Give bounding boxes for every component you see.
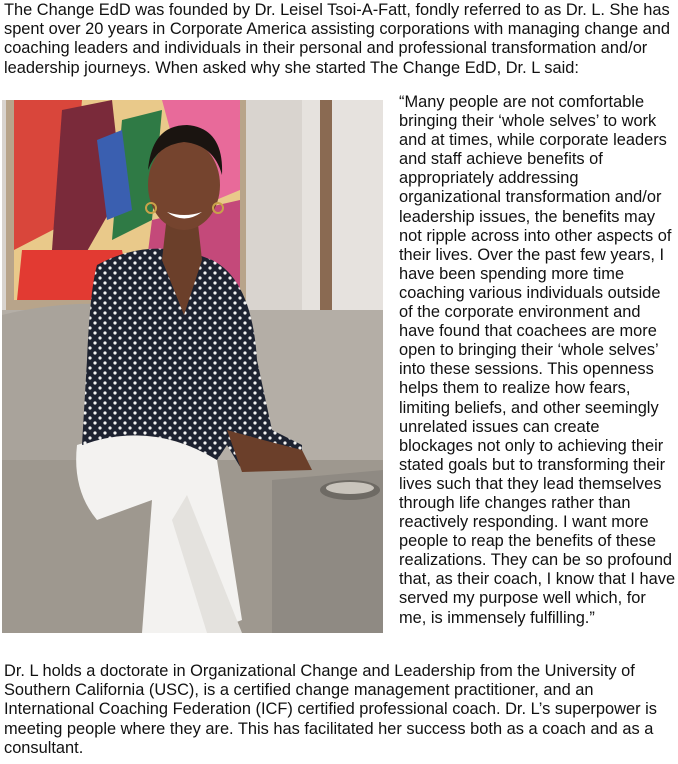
portrait-illustration xyxy=(2,100,383,633)
credentials-paragraph: Dr. L holds a doctorate in Organizational Change and Leadership from the University of Southern California (USC), is a certified change management practitioner, and an International Coaching Federation (ICF) certified professional coach. Dr. L’s superpower is meeting people where they are. This has facilitated her success both as a coach and as a consultant. xyxy=(4,662,657,757)
intro-paragraph: The Change EdD was founded by Dr. Leisel Tsoi-A-Fatt, fondly referred to as Dr. L. She has spent over 20 years in Corporate America assisting corporations with managing change and coaching leaders and individuals in their personal and professional transformation and/or leadership journeys. When asked why she started The Change EdD, Dr. L said: xyxy=(4,1,671,77)
founder-quote: “Many people are not comfortable bringing their ‘whole selves’ to work and at times, while corporate leaders and staff achieve benefits of appropriately addressing organizational transformation and/or leadership issues, the benefits may not ripple across into other aspects of their lives. Over the past few years, I have been spending more time coaching various individuals outside of the corporate environment and have found that coachees are more open to bringing their ‘whole selves’ into these sessions. This openness helps them to realize how fears, limiting beliefs, and other seemingly unrelated issues can create blockages not only to achieving their stated goals but to transforming their lives such that they lead themselves through life changes rather than reactively responding. I want more people to reap the benefits of these realizations. They can be so profound that, as their coach, I know that I have served my purpose well which, for me, is immensely fulfilling.” xyxy=(399,93,676,627)
portrait-photo xyxy=(2,100,383,633)
